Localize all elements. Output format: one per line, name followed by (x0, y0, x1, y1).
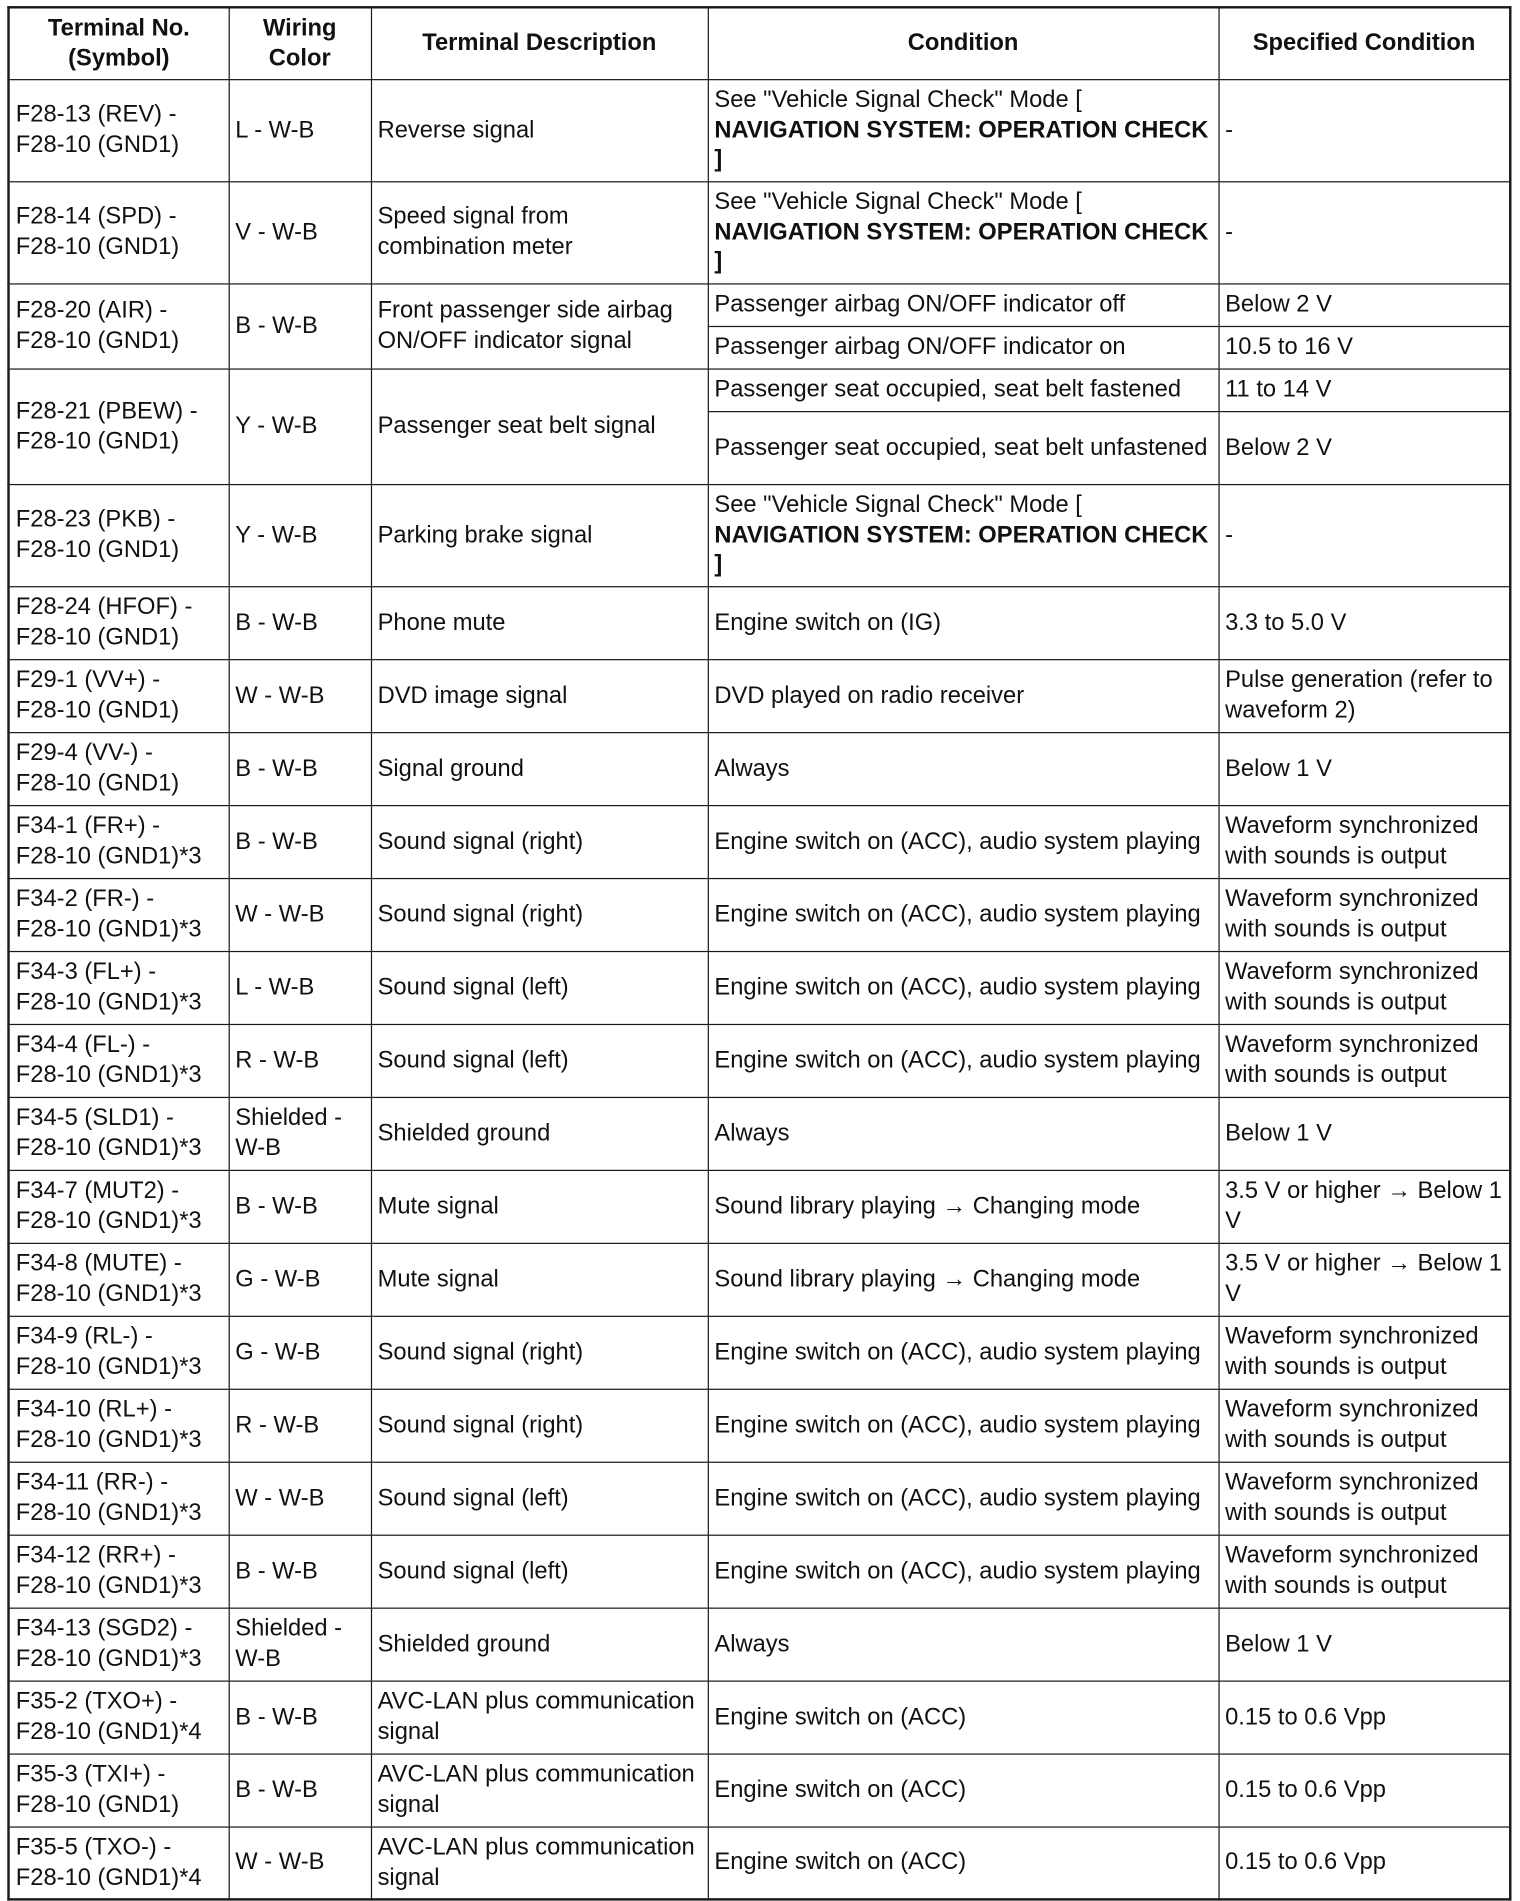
terminal-line: F28-10 (GND1)*3 (15, 1280, 202, 1308)
terminal-cell (9, 951, 229, 1024)
description-cell: Sound signal (right) (371, 1389, 708, 1462)
wiring-cell: B - W-B (229, 586, 371, 659)
condition-text: See "Vehicle Signal Check" Mode [ (714, 188, 1082, 216)
specified-cell: Below 1 V (1218, 1097, 1510, 1170)
specified-cell: Waveform synchronized with sounds is output (1218, 1462, 1510, 1535)
description-cell: Parking brake signal (371, 484, 708, 586)
terminal-cell (9, 1462, 229, 1535)
table-row (9, 1462, 1511, 1535)
terminal-line: F29-1 (VV+) - (15, 666, 161, 694)
terminal-line: F35-3 (TXI+) - (15, 1761, 166, 1788)
wiring-cell: W - W-B (229, 659, 371, 732)
description-cell: DVD image signal (371, 659, 708, 732)
condition-text: Passenger seat occupied, seat belt unfastened (714, 433, 1208, 461)
terminal-cell (9, 1316, 229, 1389)
wiring-cell: Y - W-B (229, 484, 371, 586)
description-cell: Sound signal (right) (371, 805, 708, 878)
wiring-cell: G - W-B (229, 1316, 371, 1389)
terminal-line: F28-10 (GND1) (15, 1791, 180, 1818)
table-row (9, 1535, 1511, 1608)
condition-text: Engine switch on (IG) (714, 608, 942, 636)
condition-cell (708, 1389, 1219, 1462)
condition-text: Engine switch on (ACC), audio system playing (714, 1338, 1201, 1366)
terminal-cell (9, 1024, 229, 1097)
condition-cell (708, 181, 1219, 283)
specified-cell: Below 2 V (1218, 411, 1510, 484)
condition-cell (708, 586, 1219, 659)
description-cell: Mute signal (371, 1170, 708, 1243)
condition-cell (708, 368, 1219, 411)
terminal-line: F28-10 (GND1)*3 (15, 842, 202, 870)
specified-cell: 3.5 V or higher → Below 1 V (1218, 1170, 1510, 1243)
condition-cell (708, 1024, 1219, 1097)
terminal-line: F34-9 (RL-) - (15, 1323, 153, 1351)
specified-cell: - (1218, 484, 1510, 586)
terminal-line: F28-10 (GND1) (15, 696, 180, 724)
table-row (9, 805, 1511, 878)
table-body (9, 79, 1511, 1899)
condition-text: Engine switch on (ACC), audio system playing (714, 1046, 1201, 1074)
wiring-cell: W - W-B (229, 878, 371, 951)
specified-cell: 0.15 to 0.6 Vpp (1218, 1826, 1510, 1899)
table-row (9, 1024, 1511, 1097)
terminal-line: F28-14 (SPD) - (15, 203, 177, 231)
wiring-cell: B - W-B (229, 732, 371, 805)
description-cell: Shielded ground (371, 1097, 708, 1170)
condition-cell (708, 732, 1219, 805)
table-row (9, 732, 1511, 805)
specified-cell: Waveform synchronized with sounds is output (1218, 805, 1510, 878)
description-cell: Sound signal (right) (371, 1316, 708, 1389)
wiring-cell: B - W-B (229, 1535, 371, 1608)
condition-text: Engine switch on (ACC), audio system playing (714, 900, 1201, 928)
wiring-cell: W - W-B (229, 1462, 371, 1535)
table-row (9, 484, 1511, 586)
condition-cell (708, 1462, 1219, 1535)
terminal-cell (9, 1535, 229, 1608)
terminal-line: F28-10 (GND1) (15, 536, 180, 564)
condition-cell (708, 878, 1219, 951)
terminal-cell (9, 659, 229, 732)
table-row (9, 181, 1511, 283)
header-description: Terminal Description (371, 7, 708, 79)
specified-cell: Below 2 V (1218, 283, 1510, 326)
table-row (9, 659, 1511, 732)
terminal-line: F34-11 (RR-) - (15, 1469, 169, 1496)
header-wiring: Wiring Color (229, 7, 371, 79)
wiring-cell: L - W-B (229, 951, 371, 1024)
terminal-line: F28-10 (GND1)*4 (15, 1863, 202, 1891)
condition-cell (708, 1535, 1219, 1608)
description-cell: Front passenger side airbag ON/OFF indicator signal (371, 283, 708, 368)
table-row (9, 1608, 1511, 1681)
header-condition: Condition (708, 7, 1219, 79)
condition-cell (708, 805, 1219, 878)
table-row (9, 586, 1511, 659)
table-row (9, 1243, 1511, 1316)
terminal-line: F34-7 (MUT2) - (15, 1177, 180, 1205)
terminal-cell (9, 181, 229, 283)
condition-text: Engine switch on (ACC), audio system playing (714, 1411, 1201, 1439)
terminal-line: F34-1 (FR+) - (15, 812, 161, 840)
terminal-line: F28-24 (HFOF) - (15, 593, 193, 621)
wiring-cell: B - W-B (229, 1753, 371, 1826)
description-cell: Sound signal (left) (371, 1535, 708, 1608)
terminal-cell (9, 1097, 229, 1170)
condition-cell (708, 79, 1219, 181)
specified-cell: Waveform synchronized with sounds is output (1218, 1316, 1510, 1389)
condition-text: Always (714, 754, 790, 782)
wiring-cell: L - W-B (229, 79, 371, 181)
terminal-line: F28-10 (GND1)*3 (15, 1572, 202, 1600)
specified-cell: 0.15 to 0.6 Vpp (1218, 1681, 1510, 1754)
terminal-line: F35-2 (TXO+) - (15, 1688, 178, 1715)
terminal-line: F28-10 (GND1) (15, 769, 180, 797)
terminal-line: F28-23 (PKB) - (15, 506, 176, 533)
specified-cell: - (1218, 79, 1510, 181)
terminal-line: F28-10 (GND1)*3 (15, 915, 202, 943)
terminal-line: F34-2 (FR-) - (15, 885, 155, 913)
terminal-cell (9, 1826, 229, 1899)
wiring-cell: B - W-B (229, 1170, 371, 1243)
specified-cell: 3.3 to 5.0 V (1218, 586, 1510, 659)
specified-cell: 10.5 to 16 V (1218, 326, 1510, 369)
terminal-cell (9, 1753, 229, 1826)
specified-cell: Waveform synchronized with sounds is output (1218, 1389, 1510, 1462)
terminal-line: F28-10 (GND1)*3 (15, 1426, 202, 1454)
wiring-cell: V - W-B (229, 181, 371, 283)
table-row (9, 1389, 1511, 1462)
terminal-line: F28-10 (GND1)*3 (15, 1645, 202, 1672)
terminal-cell (9, 484, 229, 586)
terminal-line: F28-10 (GND1)*3 (15, 1353, 202, 1381)
terminal-line: F28-20 (AIR) - (15, 297, 168, 324)
header-row (9, 7, 1511, 79)
wiring-cell: R - W-B (229, 1024, 371, 1097)
condition-cell (708, 411, 1219, 484)
condition-cell (708, 1243, 1219, 1316)
terminal-cell (9, 878, 229, 951)
condition-text: Sound library playing → Changing mode (714, 1265, 1141, 1293)
condition-cell (708, 659, 1219, 732)
table-row (9, 283, 1511, 326)
terminal-line: F34-12 (RR+) - (15, 1542, 176, 1569)
terminal-cell (9, 1170, 229, 1243)
condition-text: Passenger airbag ON/OFF indicator off (714, 290, 1126, 318)
description-cell: Sound signal (left) (371, 951, 708, 1024)
wiring-cell: Shielded - W-B (229, 1608, 371, 1681)
terminal-cell (9, 1389, 229, 1462)
table-row (9, 79, 1511, 181)
condition-text: Engine switch on (ACC) (714, 1776, 967, 1803)
condition-cell (708, 283, 1219, 326)
description-cell: AVC-LAN plus communication signal (371, 1681, 708, 1754)
terminal-line: F35-5 (TXO-) - (15, 1833, 172, 1861)
terminal-cell (9, 1243, 229, 1316)
description-cell: Passenger seat belt signal (371, 368, 708, 484)
terminal-line: F34-5 (SLD1) - (15, 1104, 174, 1132)
wiring-cell: R - W-B (229, 1389, 371, 1462)
specified-cell: Waveform synchronized with sounds is output (1218, 951, 1510, 1024)
specified-cell: Below 1 V (1218, 1608, 1510, 1681)
terminal-line: F28-10 (GND1)*3 (15, 1061, 202, 1089)
description-cell: Signal ground (371, 732, 708, 805)
description-cell: AVC-LAN plus communication signal (371, 1753, 708, 1826)
condition-text: Engine switch on (ACC), audio system playing (714, 1484, 1201, 1512)
condition-cell (708, 1826, 1219, 1899)
description-cell: AVC-LAN plus communication signal (371, 1826, 708, 1899)
table-row (9, 368, 1511, 411)
condition-text: See "Vehicle Signal Check" Mode [ (714, 491, 1082, 518)
terminal-line: F34-4 (FL-) - (15, 1031, 151, 1059)
table-row (9, 1826, 1511, 1899)
terminal-line: F34-3 (FL+) - (15, 958, 157, 986)
condition-cell (708, 1753, 1219, 1826)
wiring-cell: Shielded - W-B (229, 1097, 371, 1170)
table-row (9, 1097, 1511, 1170)
wiring-cell: Y - W-B (229, 368, 371, 484)
description-cell: Phone mute (371, 586, 708, 659)
terminal-line: F28-10 (GND1) (15, 623, 180, 651)
specified-cell: Waveform synchronized with sounds is output (1218, 878, 1510, 951)
description-cell: Sound signal (left) (371, 1462, 708, 1535)
description-cell: Sound signal (right) (371, 878, 708, 951)
terminal-line: F28-21 (PBEW) - (15, 397, 198, 425)
condition-text: Always (714, 1119, 790, 1147)
table-row (9, 951, 1511, 1024)
terminal-table (7, 6, 1511, 1901)
terminal-line: F28-10 (GND1)*3 (15, 1134, 202, 1162)
terminal-line: F28-10 (GND1) (15, 233, 180, 261)
table-row (9, 878, 1511, 951)
specified-cell: Waveform synchronized with sounds is output (1218, 1535, 1510, 1608)
table-row (9, 1681, 1511, 1754)
header-specified: Specified Condition (1218, 7, 1510, 79)
description-cell: Shielded ground (371, 1608, 708, 1681)
condition-text: Engine switch on (ACC), audio system playing (714, 1557, 1201, 1584)
terminal-line: F28-10 (GND1) (15, 131, 180, 159)
condition-text: Passenger seat occupied, seat belt fastened (714, 375, 1182, 403)
terminal-cell (9, 1608, 229, 1681)
terminal-line: F28-10 (GND1)*4 (15, 1718, 202, 1745)
table-row (9, 1170, 1511, 1243)
wiring-cell: W - W-B (229, 1826, 371, 1899)
wiring-cell: B - W-B (229, 283, 371, 368)
specified-cell: Waveform synchronized with sounds is output (1218, 1024, 1510, 1097)
condition-text: DVD played on radio receiver (714, 681, 1025, 709)
condition-text: Engine switch on (ACC), audio system playing (714, 973, 1201, 1001)
condition-reference: NAVIGATION SYSTEM: OPERATION CHECK ] (714, 116, 1209, 174)
terminal-line: F28-10 (GND1)*3 (15, 1207, 202, 1235)
wiring-cell: B - W-B (229, 805, 371, 878)
specified-cell: Pulse generation (refer to waveform 2) (1218, 659, 1510, 732)
header-terminal: Terminal No. (Symbol) (9, 7, 229, 79)
description-cell: Mute signal (371, 1243, 708, 1316)
terminal-cell (9, 79, 229, 181)
condition-text: Engine switch on (ACC) (714, 1703, 967, 1730)
terminal-cell (9, 1681, 229, 1754)
table-header (9, 7, 1511, 79)
description-cell: Reverse signal (371, 79, 708, 181)
wiring-cell: B - W-B (229, 1681, 371, 1754)
condition-cell (708, 484, 1219, 586)
terminal-line: F28-10 (GND1) (15, 427, 180, 455)
terminal-line: F28-10 (GND1)*3 (15, 988, 202, 1016)
condition-cell (708, 326, 1219, 369)
condition-text: Sound library playing → Changing mode (714, 1192, 1141, 1220)
specified-cell: 11 to 14 V (1218, 368, 1510, 411)
specified-cell: 3.5 V or higher → Below 1 V (1218, 1243, 1510, 1316)
condition-cell (708, 1681, 1219, 1754)
table-row (9, 1316, 1511, 1389)
condition-reference: NAVIGATION SYSTEM: OPERATION CHECK ] (714, 521, 1209, 579)
terminal-line: F34-10 (RL+) - (15, 1396, 172, 1424)
condition-reference: NAVIGATION SYSTEM: OPERATION CHECK ] (714, 218, 1209, 276)
specified-cell: Below 1 V (1218, 732, 1510, 805)
condition-text: Engine switch on (ACC), audio system playing (714, 827, 1201, 855)
specified-cell: 0.15 to 0.6 Vpp (1218, 1753, 1510, 1826)
terminal-line: F28-10 (GND1) (15, 327, 180, 354)
terminal-cell (9, 732, 229, 805)
terminal-cell (9, 805, 229, 878)
condition-text: Always (714, 1630, 790, 1657)
condition-cell (708, 951, 1219, 1024)
terminal-line: F34-8 (MUTE) - (15, 1250, 182, 1278)
condition-cell (708, 1608, 1219, 1681)
condition-cell (708, 1170, 1219, 1243)
table-row (9, 1753, 1511, 1826)
condition-text: Engine switch on (ACC) (714, 1848, 967, 1876)
description-cell: Sound signal (left) (371, 1024, 708, 1097)
terminal-cell (9, 586, 229, 659)
terminal-line: F34-13 (SGD2) - (15, 1615, 193, 1642)
wiring-cell: G - W-B (229, 1243, 371, 1316)
terminal-line: F28-13 (REV) - (15, 101, 177, 128)
condition-text: Passenger airbag ON/OFF indicator on (714, 333, 1126, 361)
terminal-cell (9, 368, 229, 484)
specified-cell: - (1218, 181, 1510, 283)
terminal-line: F29-4 (VV-) - (15, 739, 153, 767)
terminal-cell (9, 283, 229, 368)
description-cell: Speed signal from combination meter (371, 181, 708, 283)
terminal-line: F28-10 (GND1)*3 (15, 1499, 202, 1527)
condition-text: See "Vehicle Signal Check" Mode [ (714, 86, 1082, 113)
condition-cell (708, 1316, 1219, 1389)
condition-cell (708, 1097, 1219, 1170)
